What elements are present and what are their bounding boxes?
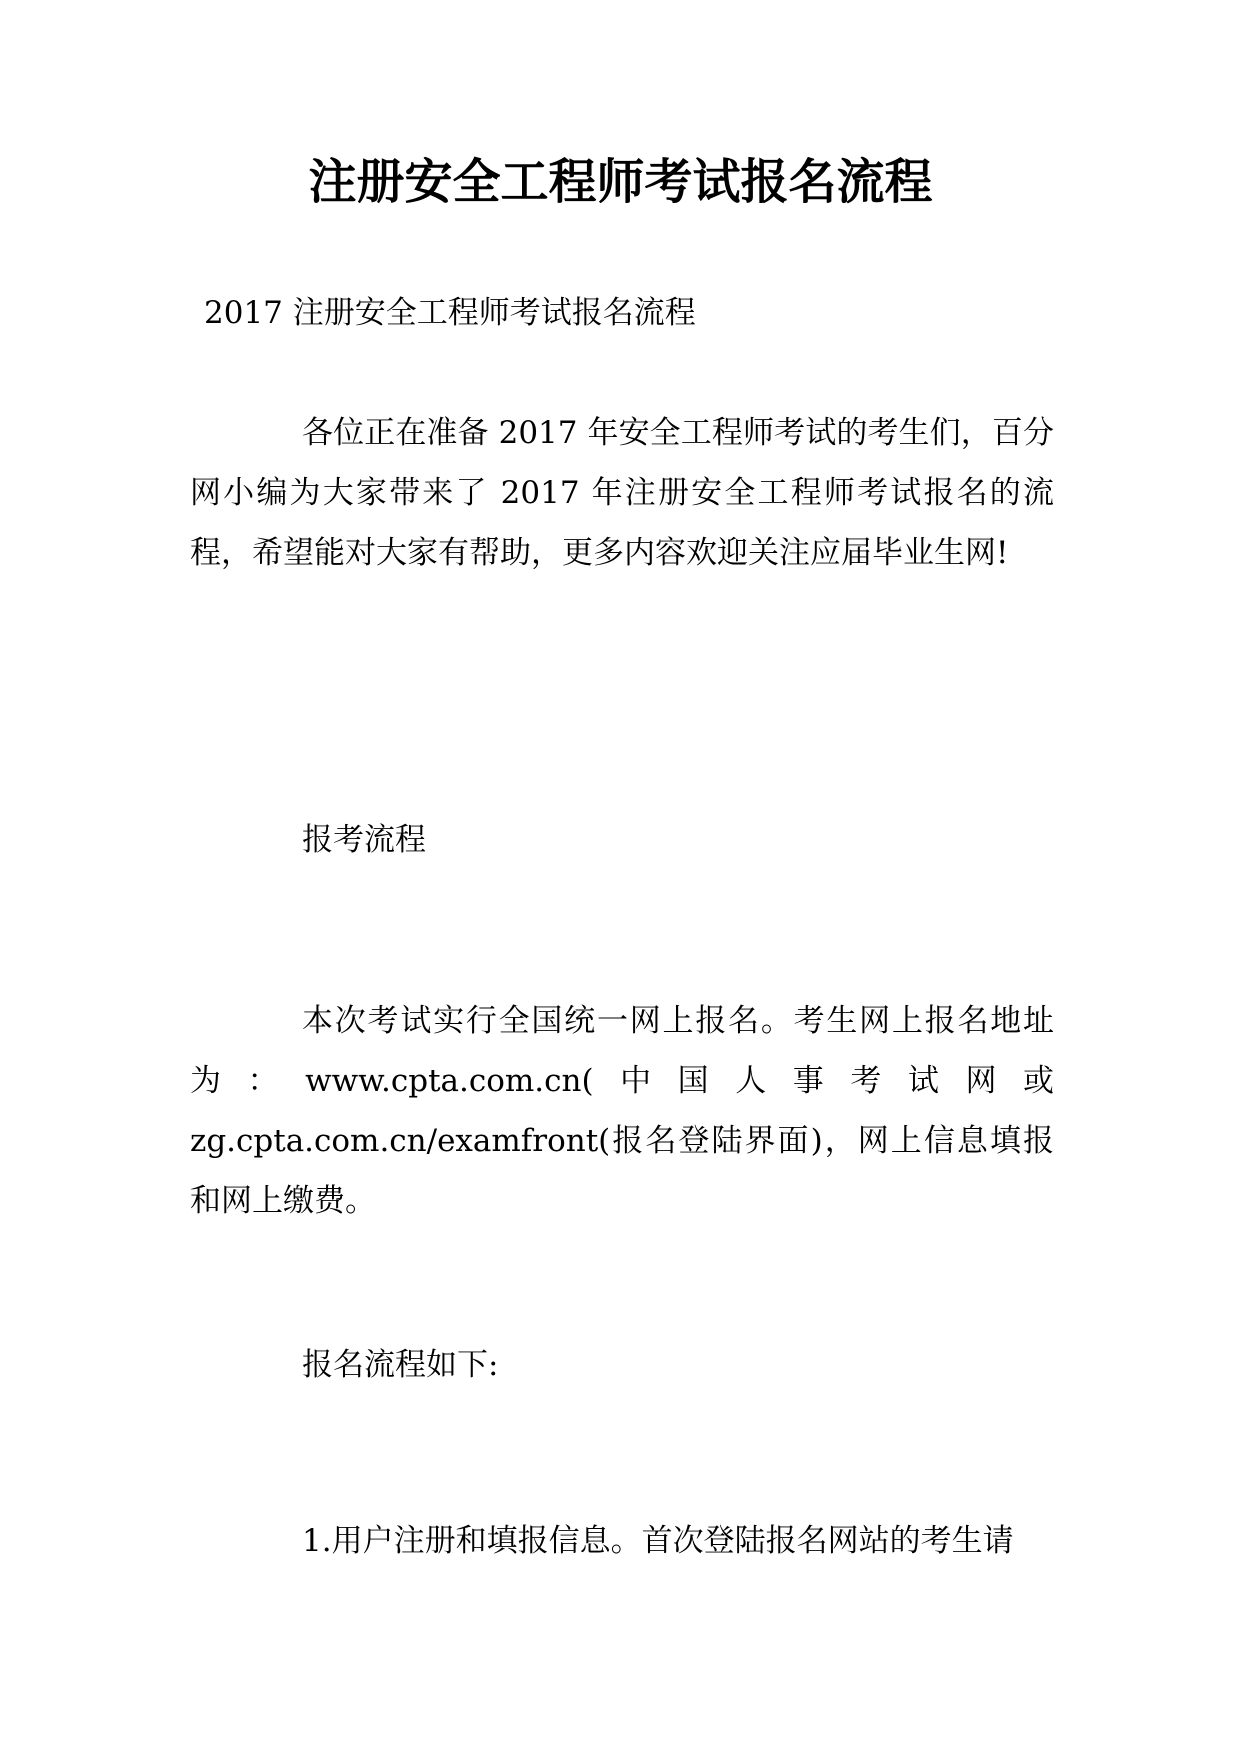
section-heading-steps: 报名流程如下: <box>302 1347 499 1383</box>
step-1-paragraph: 1.用户注册和填报信息。首次登陆报名网站的考生请 <box>302 1523 1014 1559</box>
document-title: 注册安全工程师考试报名流程 <box>308 154 933 210</box>
registration-paragraph: 本次考试实行全国统一网上报名。考生网上报名地址为：www.cpta.com.cn(中国人事考试网或zg.cpta.com.cn/examfront(报名登陆界面)，网上信息填报和网上缴费。 <box>190 1003 1054 1219</box>
document-subtitle: 2017 注册安全工程师考试报名流程 <box>204 295 696 331</box>
section-heading-process: 报考流程 <box>302 822 426 858</box>
intro-paragraph: 各位正在准备 2017 年安全工程师考试的考生们，百分网小编为大家带来了 2017 年注册安全工程师考试报名的流程，希望能对大家有帮助，更多内容欢迎关注应届毕业生网! <box>190 415 1054 571</box>
